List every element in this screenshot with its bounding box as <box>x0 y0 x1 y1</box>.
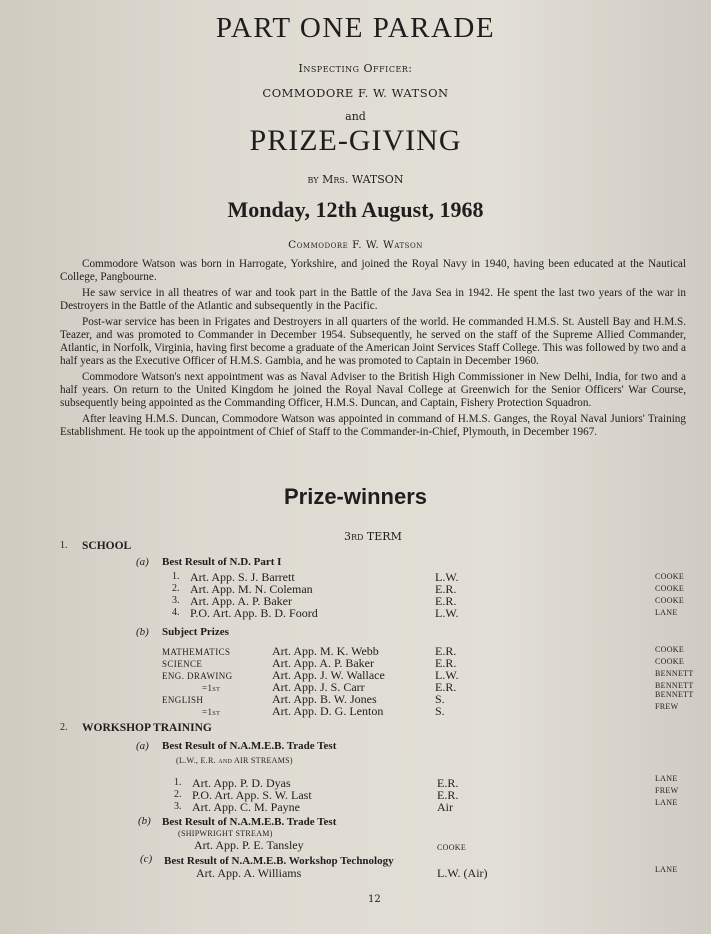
subsection-note: (SHIPWRIGHT STREAM) <box>178 829 273 838</box>
section-workshop: WORKSHOP TRAINING <box>82 722 212 734</box>
bio-paragraph: After leaving H.M.S. Duncan, Commodore Watson was appointed in command of H.M.S. Ganges, the Royal Naval Juniors' Training Establishment. He took up the appointment of Chief of Staff to the Commander-in-Chief, Plymouth, in December 1967. <box>60 413 686 438</box>
subsection-title: Subject Prizes <box>162 626 229 638</box>
winner-name: Art. App. P. D. Dyas <box>192 776 291 790</box>
rank: 1. <box>172 571 180 582</box>
section-number: 2. <box>60 722 68 733</box>
inspecting-officer-label: Inspecting Officer: <box>298 62 413 75</box>
subject-label: SCIENCE <box>162 659 203 669</box>
winner-name: Art. App. A. Williams <box>196 866 302 880</box>
subsection-title: Best Result of N.A.M.E.B. Trade Test <box>162 740 337 752</box>
winner-division: LANE <box>655 798 678 807</box>
winner-name: P.O. Art. App. S. W. Last <box>192 788 312 802</box>
subsection-marker: (b) <box>136 626 149 638</box>
bio-heading: Commodore F. W. Watson <box>288 239 423 251</box>
winner-stream: L.W. <box>435 606 459 620</box>
rank: 2. <box>174 789 182 800</box>
winner-stream: E.R. <box>437 776 459 790</box>
winner-name: Art. App. M. N. Coleman <box>190 582 313 596</box>
winner-stream: Air <box>437 800 453 814</box>
bio-paragraph: Commodore Watson's next appointment was as Naval Adviser to the British High Commissioner in New Delhi, India, for two and a half years. On return to the United Kingdom he joined the Royal Naval College at Greenwich for the Senior Officers' War Course, subsequently being appointed as the Commanding Officer, H.M.S. Duncan, and Captain, Fishery Protection Squadron. <box>60 371 686 409</box>
winner-stream: E.R. <box>435 594 457 608</box>
subject-label: MATHEMATICS <box>162 647 231 657</box>
winner-division: COOKE <box>655 645 685 654</box>
winner-name: Art. App. S. J. Barrett <box>190 570 295 584</box>
winner-division: FREW <box>655 702 679 711</box>
subsection-marker: (a) <box>136 556 149 568</box>
bio-paragraph: Commodore Watson was born in Harrogate, Yorkshire, and joined the Royal Navy in 1940, having been educated at the Nautical College, Pangbourne. <box>60 258 686 283</box>
event-date: Monday, 12th August, 1968 <box>227 197 484 222</box>
winner-division: LANE <box>655 608 678 617</box>
page-title: PART ONE PARADE <box>215 12 496 44</box>
winner-division: FREW <box>655 786 679 795</box>
winner-name: P.O. Art. App. B. D. Foord <box>190 606 318 620</box>
bio-paragraph: Post-war service has been in Frigates and Destroyers in all quarters of the world. He commanded H.M.S. St. Austell Bay and H.M.S. Teazer, and was promoted to Commander in December 1954. Subsequently, he served on the staff of the Supreme Allied Commander, Atlantic, in Norfolk, Virginia, having first become a graduate of the American Joint Services Staff College. This was followed by two and a half years as the Executive Officer of H.M.S. Gambia, and he was promoted to Captain in December 1960. <box>60 316 686 367</box>
page-number: 12 <box>368 894 381 905</box>
winner-stream: E.R. <box>435 582 457 596</box>
winner-stream: E.R. <box>435 656 457 670</box>
subsection-marker: (a) <box>136 740 149 752</box>
winner-name: Art. App. B. W. Jones <box>272 692 377 706</box>
rank: 3. <box>174 801 182 812</box>
subject-label: =1st <box>202 683 221 693</box>
winner-name: Art. App. A. P. Baker <box>272 656 374 670</box>
winner-stream: S. <box>435 704 445 718</box>
winner-name: Art. App. P. E. Tansley <box>194 838 304 852</box>
winner-division: LANE <box>655 774 678 783</box>
rank: 2. <box>172 583 180 594</box>
rank: 4. <box>172 607 180 618</box>
winner-name: Art. App. A. P. Baker <box>190 594 292 608</box>
rank: 3. <box>172 595 180 606</box>
section-school: SCHOOL <box>82 540 132 552</box>
winner-name: Art. App. D. G. Lenton <box>272 704 384 718</box>
winner-stream: E.R. <box>437 788 459 802</box>
winner-division: BENNETT <box>655 681 694 690</box>
winner-division: BENNETT <box>655 669 694 678</box>
subsection-note: (L.W., E.R. and AIR STREAMS) <box>176 756 293 765</box>
winner-name: Art. App. J. S. Carr <box>272 680 365 694</box>
winner-name: Art. App. C. M. Payne <box>192 800 300 814</box>
winner-stream: L.W. <box>435 570 459 584</box>
section-number: 1. <box>60 540 68 551</box>
biography <box>60 258 686 442</box>
winner-stream: L.W. (Air) <box>437 866 488 880</box>
subsection-marker: (b) <box>138 815 151 827</box>
winner-name: Art. App. J. W. Wallace <box>272 668 385 682</box>
subsection-title: Best Result of N.D. Part I <box>162 556 282 568</box>
presenter-line: by Mrs. WATSON <box>307 173 404 186</box>
winner-stream: S. <box>435 692 445 706</box>
prize-giving-title: PRIZE-GIVING <box>249 124 462 157</box>
winner-division: COOKE <box>655 657 685 666</box>
subsection-title: Best Result of N.A.M.E.B. Workshop Technology <box>164 855 394 867</box>
winner-division: COOKE <box>437 843 467 852</box>
winner-division: COOKE <box>655 572 685 581</box>
winner-stream: E.R. <box>435 680 457 694</box>
winner-name: Art. App. M. K. Webb <box>272 644 379 658</box>
bio-paragraph: He saw service in all theatres of war and took part in the Battle of the Java Sea in 1942. He spent the last two years of the war in Destroyers in the Battle of the Atlantic and subsequently in the Pacific. <box>60 287 686 312</box>
winner-division: COOKE <box>655 584 685 593</box>
subsection-marker: (c) <box>140 853 153 865</box>
winner-division: BENNETT <box>655 690 694 699</box>
subsection-title: Best Result of N.A.M.E.B. Trade Test <box>162 816 337 828</box>
winner-division: COOKE <box>655 596 685 605</box>
rank: 1. <box>174 777 182 788</box>
winner-stream: E.R. <box>435 644 457 658</box>
winner-division: LANE <box>655 865 678 874</box>
winner-stream: L.W. <box>435 668 459 682</box>
subject-label: ENGLISH <box>162 695 204 705</box>
and-text: and <box>345 110 366 123</box>
inspecting-officer-name: COMMODORE F. W. WATSON <box>262 86 449 100</box>
prize-winners-title: Prize-winners <box>283 484 428 509</box>
subject-label: =1st <box>202 707 221 717</box>
term-label: 3rd TERM <box>344 530 402 543</box>
subject-label: ENG. DRAWING <box>162 671 233 681</box>
